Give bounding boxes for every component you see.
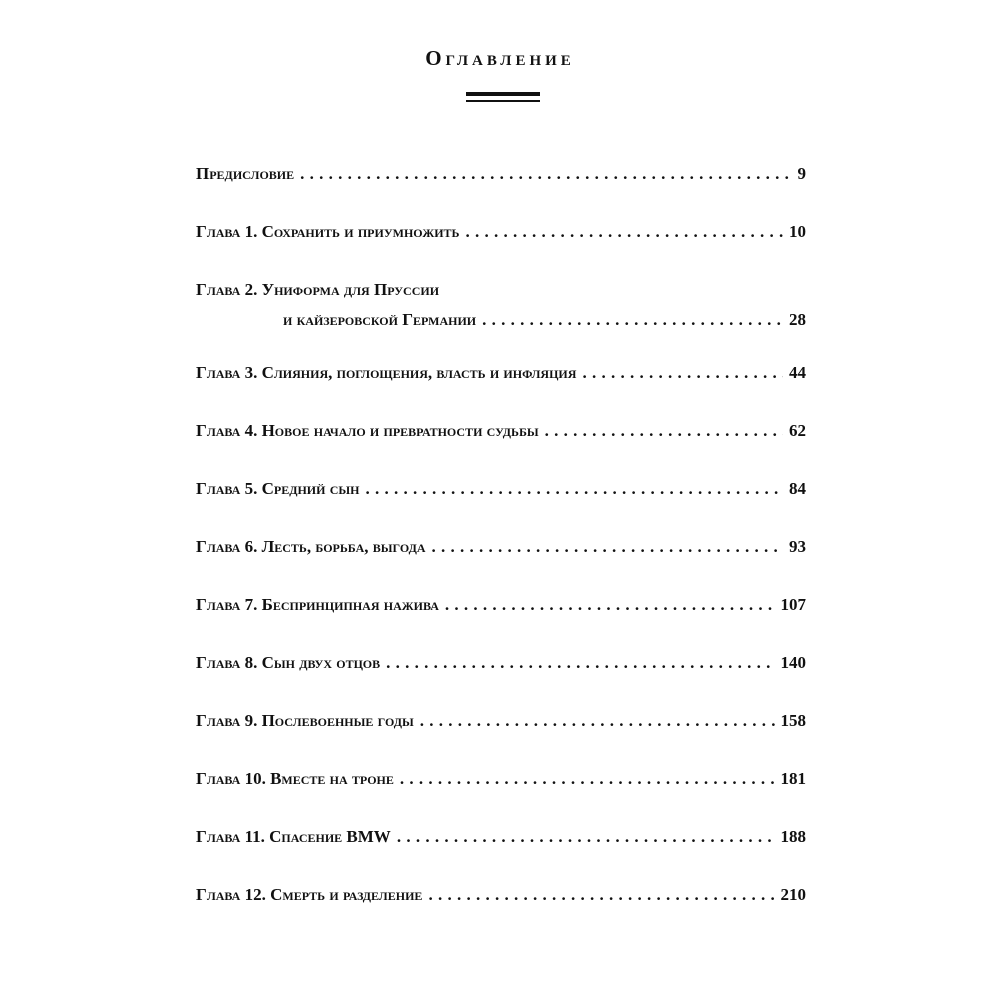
toc-entry-label: Глава 10. Вместе на троне	[196, 769, 394, 788]
toc-entry-label: Глава 3. Слияния, поглощения, власть и инфляция	[196, 363, 577, 382]
toc-entry-page: 28	[789, 310, 806, 329]
toc-entry-label: Глава 12. Смерть и разделение	[196, 885, 423, 904]
title-rule-thin	[466, 100, 540, 102]
toc-entry-chapter-7[interactable]	[196, 594, 806, 616]
toc-entry-page: 158	[780, 711, 806, 730]
toc-entry-label: Предисловие	[196, 164, 295, 183]
toc-entry-page: 62	[789, 421, 806, 440]
toc-entry-page: 10	[789, 222, 806, 241]
toc-entry-page: 44	[789, 363, 806, 382]
toc-entry-chapter-9[interactable]	[196, 710, 806, 732]
leader-dots	[386, 652, 774, 674]
toc-entry-label: Глава 1. Сохранить и приумножить	[196, 222, 460, 241]
toc-entry-label: Глава 8. Сын двух отцов	[196, 653, 381, 672]
toc-entry-label: Глава 7. Беспринципная нажива	[196, 595, 439, 614]
leader-dots	[445, 594, 775, 616]
leader-dots	[465, 221, 783, 243]
toc-entry-chapter-1[interactable]	[196, 221, 806, 243]
toc-entry-label: Глава 11. Спасение BMW	[196, 827, 391, 846]
toc-entry-chapter-10[interactable]	[196, 768, 806, 790]
toc-entry-label: Глава 6. Лесть, борьба, выгода	[196, 537, 426, 556]
toc-entry-label-line2: и кайзеровской Германии	[283, 310, 477, 329]
toc-entry-page: 181	[780, 769, 806, 788]
toc-entry-chapter-6[interactable]	[196, 536, 806, 558]
leader-dots	[397, 826, 775, 848]
leader-dots	[545, 420, 783, 442]
toc-entry-chapter-2[interactable]	[196, 279, 806, 331]
leader-dots	[420, 710, 775, 732]
leader-dots	[400, 768, 775, 790]
toc-entry-page: 107	[780, 595, 806, 614]
toc-entry-chapter-11[interactable]	[196, 826, 806, 848]
toc-entry-label: Глава 5. Средний сын	[196, 479, 360, 498]
leader-dots	[366, 478, 784, 500]
leader-dots	[300, 163, 791, 185]
toc-entry-page: 93	[789, 537, 806, 556]
leader-dots	[432, 536, 783, 558]
toc-entry-chapter-8[interactable]	[196, 652, 806, 674]
toc-entry-label: Глава 4. Новое начало и превратности судьбы	[196, 421, 539, 440]
leader-dots	[582, 362, 783, 384]
toc-entry-chapter-5[interactable]	[196, 478, 806, 500]
toc-entry-label-line1: Глава 2. Униформа для Пруссии	[196, 280, 440, 299]
toc-entry-page: 84	[789, 479, 806, 498]
toc-entry-preface[interactable]	[196, 163, 806, 185]
toc-entry-chapter-4[interactable]	[196, 420, 806, 442]
toc-entry-page: 188	[780, 827, 806, 846]
title-rule-thick	[466, 92, 540, 96]
toc-entry-page: 9	[797, 164, 806, 183]
page-title: Оглавление	[425, 46, 575, 70]
leader-dots	[428, 884, 774, 906]
leader-dots	[482, 309, 783, 331]
toc-entry-chapter-12[interactable]	[196, 884, 806, 906]
toc-entry-chapter-3[interactable]	[196, 362, 806, 384]
toc-entry-page: 140	[780, 653, 806, 672]
toc-entry-label: Глава 9. Послевоенные годы	[196, 711, 414, 730]
toc-entry-page: 210	[780, 885, 806, 904]
